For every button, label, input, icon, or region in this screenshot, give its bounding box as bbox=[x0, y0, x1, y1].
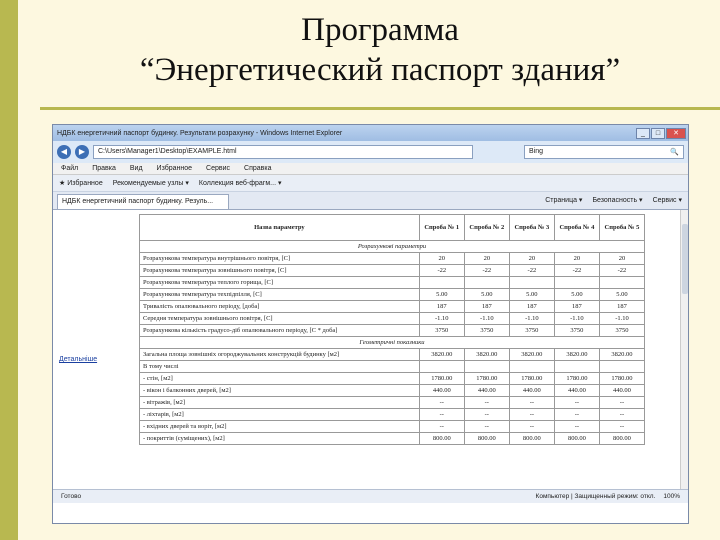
row-value: 187 bbox=[419, 301, 464, 313]
row-label: - вхідних дверей та воріт, [м2] bbox=[140, 421, 420, 433]
column-header: Спроба № 2 bbox=[464, 215, 509, 241]
browser-titlebar bbox=[53, 125, 688, 141]
row-label: - покриттів (суміщених), [м2] bbox=[140, 433, 420, 445]
row-value: -- bbox=[419, 409, 464, 421]
row-label: - стін, [м2] bbox=[140, 373, 420, 385]
row-label: Розрахункова температура зовнішнього повітря, [С] bbox=[140, 265, 420, 277]
row-value: 800.00 bbox=[464, 433, 509, 445]
web-slice-gallery-button[interactable]: Коллекция веб-фрагм... ▾ bbox=[198, 180, 282, 187]
command-bar bbox=[545, 196, 682, 204]
row-label: - вікон і балконних дверей, [м2] bbox=[140, 385, 420, 397]
row-value: 187 bbox=[554, 301, 599, 313]
row-value: 187 bbox=[599, 301, 644, 313]
row-value: -- bbox=[419, 397, 464, 409]
row-value: -1.10 bbox=[464, 313, 509, 325]
row-value: -- bbox=[464, 397, 509, 409]
row-value: -1.10 bbox=[599, 313, 644, 325]
column-header-param: Назва параметру bbox=[140, 215, 420, 241]
menu-view[interactable]: Вид bbox=[129, 165, 143, 172]
row-value: 1780.00 bbox=[554, 373, 599, 385]
row-value: -- bbox=[509, 397, 554, 409]
row-value: 3750 bbox=[419, 325, 464, 337]
row-value bbox=[464, 361, 509, 373]
table-row bbox=[140, 409, 645, 421]
row-value: -1.10 bbox=[419, 313, 464, 325]
section-title: Геометричні показники bbox=[140, 337, 645, 349]
row-value: 3820.00 bbox=[419, 349, 464, 361]
row-value: 1780.00 bbox=[509, 373, 554, 385]
table-row bbox=[140, 433, 645, 445]
favorites-label: Избранное bbox=[67, 180, 103, 187]
row-label: Розрахункова кількість градусо-діб опалювального періоду, [С * доба] bbox=[140, 325, 420, 337]
row-label: Середня температура зовнішнього повітря, [С] bbox=[140, 313, 420, 325]
row-value: 800.00 bbox=[599, 433, 644, 445]
scrollbar-thumb[interactable] bbox=[682, 224, 688, 294]
tools-menu-button[interactable]: Сервис ▾ bbox=[652, 197, 682, 204]
row-value: 3820.00 bbox=[599, 349, 644, 361]
row-value: 5.00 bbox=[419, 289, 464, 301]
row-value: 5.00 bbox=[599, 289, 644, 301]
row-value: 3750 bbox=[554, 325, 599, 337]
page-menu-button[interactable]: Страница ▾ bbox=[545, 197, 583, 204]
details-link[interactable]: Детальніше bbox=[59, 356, 98, 363]
menu-tools[interactable]: Сервис bbox=[206, 165, 231, 172]
row-value: -22 bbox=[554, 265, 599, 277]
zoom-level[interactable]: 100% bbox=[663, 493, 680, 500]
window-controls bbox=[636, 128, 688, 139]
table-row bbox=[140, 325, 645, 337]
row-value: -- bbox=[599, 421, 644, 433]
row-value: 5.00 bbox=[509, 289, 554, 301]
row-value: 187 bbox=[464, 301, 509, 313]
menu-edit[interactable]: Правка bbox=[92, 165, 116, 172]
row-value bbox=[554, 361, 599, 373]
row-value: 20 bbox=[419, 253, 464, 265]
vertical-scrollbar[interactable] bbox=[680, 210, 688, 489]
column-header: Спроба № 3 bbox=[509, 215, 554, 241]
row-value: -- bbox=[509, 409, 554, 421]
table-row bbox=[140, 313, 645, 325]
search-icon[interactable]: 🔍 bbox=[670, 149, 679, 156]
table-header-row bbox=[140, 215, 645, 241]
page-content bbox=[53, 210, 688, 489]
row-value: -- bbox=[599, 397, 644, 409]
back-icon[interactable]: ◀ bbox=[57, 145, 71, 159]
row-value: 3820.00 bbox=[554, 349, 599, 361]
row-value bbox=[509, 361, 554, 373]
row-value: 440.00 bbox=[509, 385, 554, 397]
row-value: 1780.00 bbox=[419, 373, 464, 385]
row-label: - ліхтарів, [м2] bbox=[140, 409, 420, 421]
table-section-row bbox=[140, 241, 645, 253]
row-value: -- bbox=[554, 397, 599, 409]
slide-title-line2: “Энергетический паспорт здания” bbox=[139, 52, 621, 88]
row-value: 3750 bbox=[599, 325, 644, 337]
row-value: 187 bbox=[509, 301, 554, 313]
column-header: Спроба № 5 bbox=[599, 215, 644, 241]
suggested-sites-button[interactable]: Рекомендуемые узлы ▾ bbox=[112, 180, 189, 187]
table-row bbox=[140, 301, 645, 313]
slide-accent-bar bbox=[0, 0, 18, 540]
row-value bbox=[509, 277, 554, 289]
tab-active[interactable]: НДБК енергетичний паспорт будинку. Резуль... bbox=[57, 194, 229, 209]
search-input[interactable] bbox=[524, 145, 684, 159]
favorites-button[interactable] bbox=[59, 179, 103, 187]
row-value: 440.00 bbox=[464, 385, 509, 397]
row-value: -22 bbox=[419, 265, 464, 277]
row-value: 800.00 bbox=[419, 433, 464, 445]
address-bar bbox=[53, 141, 688, 163]
row-value bbox=[599, 277, 644, 289]
menu-bar bbox=[53, 163, 688, 175]
row-value: -1.10 bbox=[509, 313, 554, 325]
row-value: 20 bbox=[509, 253, 554, 265]
row-value: 1780.00 bbox=[599, 373, 644, 385]
row-value: 3750 bbox=[509, 325, 554, 337]
row-value: -- bbox=[554, 409, 599, 421]
slide-title bbox=[40, 10, 720, 90]
row-value: 20 bbox=[599, 253, 644, 265]
row-value: 1780.00 bbox=[464, 373, 509, 385]
row-value: 440.00 bbox=[554, 385, 599, 397]
row-label: В тому числі bbox=[140, 361, 420, 373]
table-row bbox=[140, 289, 645, 301]
row-label: Тривалість опалювального періоду, [доба] bbox=[140, 301, 420, 313]
row-value: -1.10 bbox=[554, 313, 599, 325]
table-section-row bbox=[140, 337, 645, 349]
row-value: -- bbox=[599, 409, 644, 421]
row-value: -22 bbox=[464, 265, 509, 277]
row-value: 800.00 bbox=[509, 433, 554, 445]
table-row bbox=[140, 385, 645, 397]
row-value: 5.00 bbox=[554, 289, 599, 301]
status-left: Готово bbox=[61, 493, 82, 500]
table-row bbox=[140, 397, 645, 409]
row-value: 3820.00 bbox=[464, 349, 509, 361]
maximize-button[interactable]: □ bbox=[651, 128, 665, 139]
table-body bbox=[140, 241, 645, 445]
table-row bbox=[140, 253, 645, 265]
row-value: -22 bbox=[509, 265, 554, 277]
row-label: Розрахункова температура внутрішнього повітря, [С] bbox=[140, 253, 420, 265]
row-value: -22 bbox=[599, 265, 644, 277]
row-value: 20 bbox=[464, 253, 509, 265]
row-value bbox=[464, 277, 509, 289]
row-value: 3820.00 bbox=[509, 349, 554, 361]
row-label: Розрахункова температура теплого горища, [С] bbox=[140, 277, 420, 289]
slide-title-line1: Программа bbox=[301, 12, 459, 48]
table-row bbox=[140, 361, 645, 373]
column-header: Спроба № 4 bbox=[554, 215, 599, 241]
menu-file[interactable]: Файл bbox=[61, 165, 79, 172]
close-button[interactable]: ✕ bbox=[666, 128, 686, 139]
title-divider bbox=[40, 107, 720, 110]
table-row bbox=[140, 373, 645, 385]
row-value: 440.00 bbox=[419, 385, 464, 397]
menu-help[interactable]: Справка bbox=[244, 165, 272, 172]
safety-menu-button[interactable]: Безопасность ▾ bbox=[592, 197, 643, 204]
table-row bbox=[140, 349, 645, 361]
table-row bbox=[140, 265, 645, 277]
star-icon: ★ bbox=[59, 180, 66, 187]
browser-window-title: НДБК енергетичний паспорт будинку. Результати розрахунку - Windows Internet Explorer bbox=[57, 129, 343, 137]
address-input[interactable]: C:\Users\Manager1\Desktop\EXAMPLE.html bbox=[93, 145, 473, 159]
table-row bbox=[140, 421, 645, 433]
row-label: - вітражів, [м2] bbox=[140, 397, 420, 409]
menu-favorites[interactable]: Избранное bbox=[156, 165, 193, 172]
minimize-button[interactable]: _ bbox=[636, 128, 650, 139]
favorites-bar bbox=[53, 175, 688, 192]
section-title: Розрахункові параметри bbox=[140, 241, 645, 253]
results-table bbox=[139, 214, 645, 445]
row-value: -- bbox=[554, 421, 599, 433]
status-zone: Компьютер | Защищенный режим: откл. bbox=[535, 493, 656, 500]
row-value: -- bbox=[464, 409, 509, 421]
table-row bbox=[140, 277, 645, 289]
browser-window-screenshot bbox=[52, 124, 689, 524]
row-value bbox=[599, 361, 644, 373]
row-label: Розрахункова температура техпідпілля, [С] bbox=[140, 289, 420, 301]
row-value: 3750 bbox=[464, 325, 509, 337]
status-bar bbox=[53, 489, 688, 503]
row-value: 5.00 bbox=[464, 289, 509, 301]
row-value bbox=[419, 277, 464, 289]
tab-bar bbox=[53, 192, 688, 210]
row-value: 20 bbox=[554, 253, 599, 265]
search-engine-label: Bing bbox=[529, 148, 544, 155]
row-value: 800.00 bbox=[554, 433, 599, 445]
row-value: -- bbox=[419, 421, 464, 433]
row-value: 440.00 bbox=[599, 385, 644, 397]
row-value bbox=[554, 277, 599, 289]
column-header: Спроба № 1 bbox=[419, 215, 464, 241]
row-value bbox=[419, 361, 464, 373]
forward-icon[interactable]: ▶ bbox=[75, 145, 89, 159]
row-label: Загальна площа зовнішніх огороджувальних конструкцій будинку [м2] bbox=[140, 349, 420, 361]
row-value: -- bbox=[464, 421, 509, 433]
row-value: -- bbox=[509, 421, 554, 433]
